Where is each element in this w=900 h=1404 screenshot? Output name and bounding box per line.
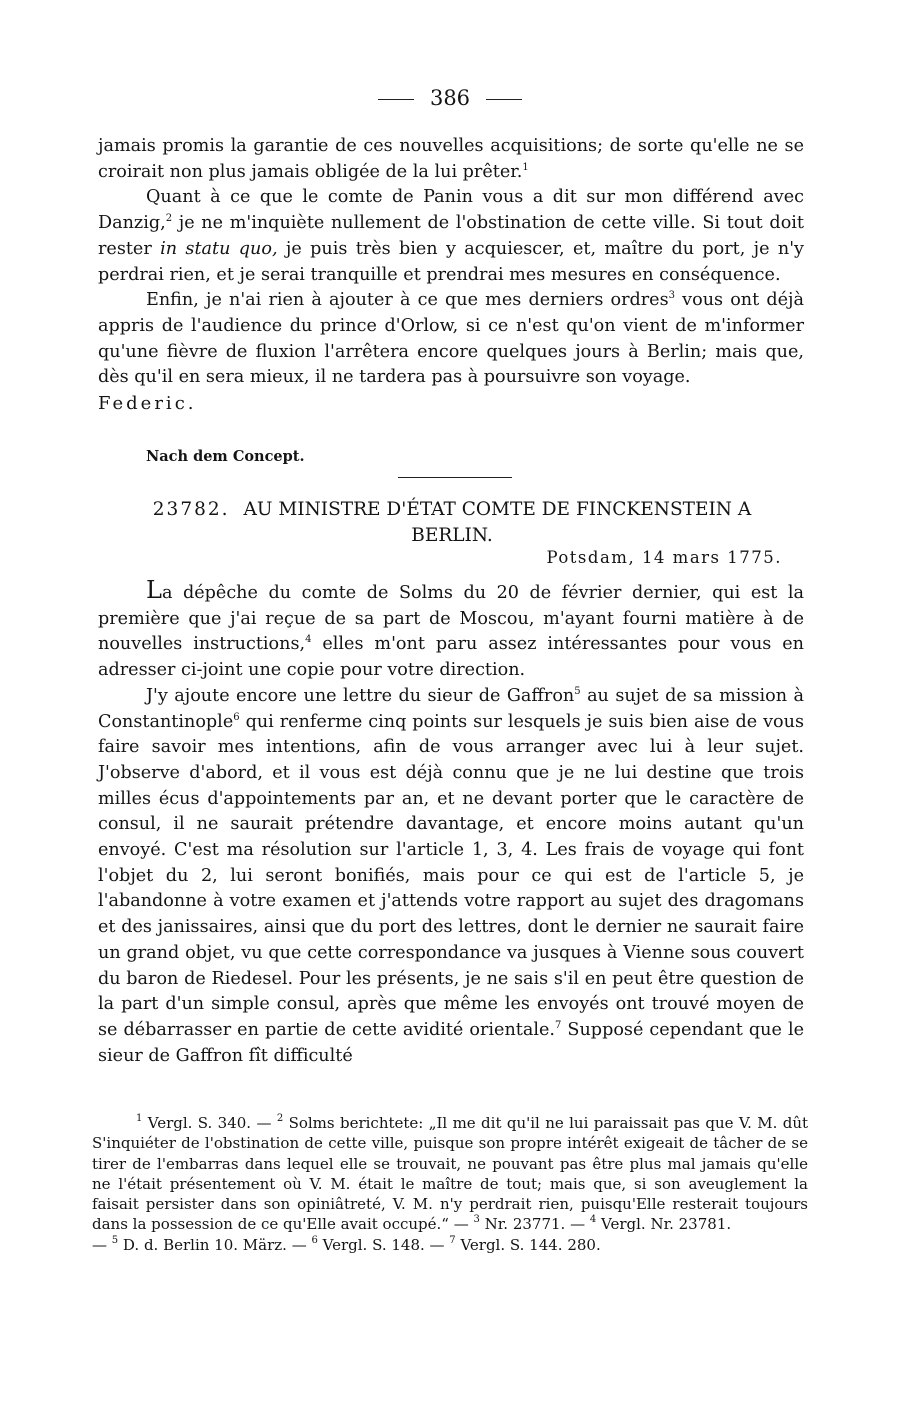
footnote-ref: 6 [233,711,240,723]
page-number-text: 386 [429,86,471,110]
page-number [0,86,900,110]
paragraph: Quant à ce que le comte de Panin vous a dit sur mon différend avec Danzig,$^2$ je ne m'inquiète nullement de l'obstination de cette ville. Si tout doit rester in statu quo, je puis très bien y acquiescer, et, maître du port, je n'y perdrai rien, et je serai tranquille et prendrai mes mesures en conséquence. [98,187,804,285]
footnote-ref: 5 [574,685,581,697]
previous-letter-ending [98,134,804,417]
italic-phrase: in statu quo, [160,238,278,259]
section-divider [398,477,512,478]
footnote-marker: 1 [136,1113,143,1124]
footnote-block: $^1$ Vergl. S. 340. — $^2$ Solms berichtete: „Il me dit qu'il ne lui paraissait pas que V. M. dût S'inquiéter de l'obstination de cette ville, puisque son propre intérêt exigeait de tâcher de se tirer de l'embarras dans lequel elle se trouvait, ne pouvant pas être plus mal jamais qu'elle ne l'était présentement où V. M. était le maître de tout; mais que, si son aveuglement la faisait persister dans son opiniâtreté, V. M. n'y perdrait rien, puisqu'Elle resterait toujours dans la possession de ce qu'Elle avait occupé.“ — $^3$ Nr. 23771. — $^4$ Vergl. Nr. 23781. [92,1113,809,1234]
footnote-ref: 4 [305,634,312,646]
paragraph: La dépêche du comte de Solms du 20 de février dernier, qui est la première que j'ai reçue de sa part de Moscou, m'ayant fourni matière à de nouvelles instructions,$^4$ elles m'ont paru assez intéressantes pour vous en adresser ci-joint une copie pour votre direction. [98,576,804,681]
footnote-marker: 3 [473,1214,480,1226]
page-number-rule-right [486,99,522,100]
footnote-marker: 2 [276,1113,284,1124]
letter-body [98,578,804,1069]
footnote-ref: 1 [522,161,529,173]
letter-title: AU MINISTRE D'ÉTAT COMTE DE FINCKENSTEIN A BERLIN. [243,499,752,546]
page-number-rule-left [378,99,414,100]
dateline: Potsdam, 14 mars 1775. [546,548,782,567]
paragraph: J'y ajoute encore une lettre du sieur de Gaffron$^5$ au sujet de sa mission à Constantinople$^6$ qui renferme cinq points sur lesquels je suis bien aise de vous faire savoir mes intentions, afin de vous arranger avec lui à leur sujet. J'observe d'abord, et il vous est déjà connu que je ne lui destine que trois milles écus d'appointements par an, et ne devant porter que le caractère de consul, il ne saurait prétendre davantage, et encore moins autant qu'un envoyé. C'est ma résolution sur l'article 1, 3, 4. Les frais de voyage qui font l'objet du 2, lui seront bonifiés, mais pour ce qui est de l'article 5, je l'abandonne à votre examen et j'attends votre rapport au sujet des dragomans et des janissaires, ainsi que du port des lettres, dont le dernier ne saurait faire un grand objet, vu que cette correspondance va jusques à Vienne sous couvert du baron de Riedesel. Pour les présents, je ne sais s'il en peut être question de la part d'un simple consul, après que même les envoyés ont trouvé moyen de se débarrasser en partie de cette avidité orientale.$^7$ Supposé cependant que le sieur de Gaffron fît difficulté [98,685,805,1066]
signature: Federic. [98,393,197,415]
initial-letter: L [146,576,162,604]
letter-heading [112,497,792,549]
footnote-block: — $^5$ D. d. Berlin 10. März. — $^6$ Vergl. S. 148. — $^7$ Vergl. S. 144. 280. [92,1234,601,1254]
footnote-marker: 5 [111,1234,119,1246]
letter-number: 23782. [152,499,230,520]
footnote-ref: 7 [554,1019,562,1031]
footnote-marker: 4 [589,1214,597,1226]
paragraph: Enfin, je n'ai rien à ajouter à ce que mes derniers ordres$^3$ vous ont déjà appris de l'audience du prince d'Orlow, si ce n'est qu'on vient de m'informer qu'une fièvre de fluxion l'arrêtera encore quelques jours à Berlin; mais que, dès qu'il en sera mieux, il ne tardera pas à poursuivre son voyage. [98,290,804,388]
footnote-marker: 7 [449,1234,456,1246]
source-note: Nach dem Concept. [146,448,305,465]
paragraph: jamais promis la garantie de ces nouvelles acquisitions; de sorte qu'elle ne se croirait non plus jamais obligée de la lui prêter.$^1$ [98,136,804,182]
footnote-ref: 3 [668,290,675,302]
footnote-ref: 2 [165,213,173,225]
footnotes [92,1113,808,1255]
footnote-marker: 6 [311,1234,318,1246]
